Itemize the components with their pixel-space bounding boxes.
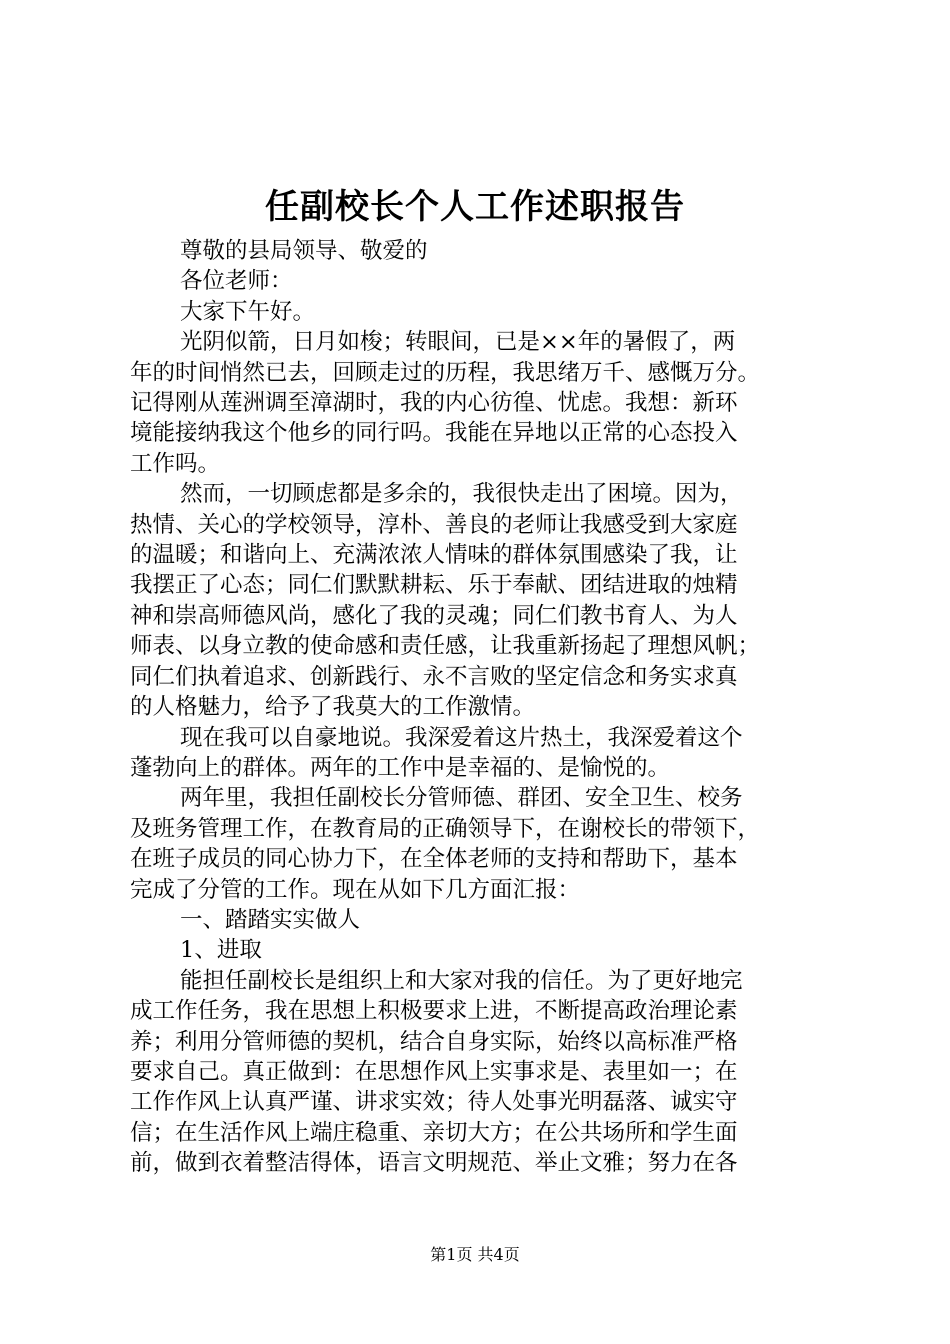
paragraph-line: 我摆正了心态；同仁们默默耕耘、乐于奉献、团结进取的烛精	[130, 572, 738, 599]
paragraph-line: 然而，一切顾虑都是多余的，我很快走出了困境。因为，	[180, 481, 743, 508]
paragraph-line: 一、踏踏实实做人	[180, 906, 361, 933]
paragraph-line: 能担任副校长是组织上和大家对我的信任。为了更好地完	[180, 967, 743, 994]
paragraph-line: 神和崇高师德风尚，感化了我的灵魂；同仁们教书育人、为人	[130, 602, 738, 629]
document-body	[130, 236, 834, 1179]
paragraph-line: 1、进取	[180, 937, 262, 964]
page-footer: 第1页 共4页	[430, 1245, 520, 1264]
paragraph-line: 成工作任务，我在思想上积极要求上进，不断提高政治理论素	[130, 998, 738, 1025]
paragraph-line: 现在我可以自豪地说。我深爱着这片热土，我深爱着这个	[180, 724, 743, 751]
paragraph-line: 的人格魅力，给予了我莫大的工作激情。	[130, 694, 536, 721]
paragraph-line: 信；在生活作风上端庄稳重、亲切大方；在公共场所和学生面	[130, 1119, 738, 1146]
paragraph-line: 记得刚从莲洲调至漳湖时，我的内心彷徨、忧虑。我想：新环	[130, 390, 738, 417]
paragraph-line: 工作作风上认真严谨、讲求实效；待人处事光明磊落、诚实守	[130, 1089, 738, 1116]
paragraph-line: 两年里，我担任副校长分管师德、群团、安全卫生、校务	[180, 785, 743, 812]
document-title: 任副校长个人工作述职报告	[265, 187, 685, 227]
paragraph-line: 在班子成员的同心协力下，在全体老师的支持和帮助下，基本	[130, 846, 738, 873]
paragraph-line: 完成了分管的工作。现在从如下几方面汇报：	[130, 876, 581, 903]
paragraph-line: 各位老师：	[180, 268, 293, 295]
paragraph-line: 前，做到衣着整洁得体，语言文明规范、举止文雅；努力在各	[130, 1150, 738, 1177]
paragraph-line: 热情、关心的学校领导，淳朴、善良的老师让我感受到大家庭	[130, 511, 738, 538]
paragraph-line: 光阴似箭，日月如梭；转眼间，已是××年的暑假了，两	[180, 329, 736, 356]
paragraph-line: 的温暖；和谐向上、充满浓浓人情味的群体氛围感染了我，让	[130, 542, 738, 569]
paragraph-line: 工作吗。	[130, 450, 221, 477]
paragraph-line: 尊敬的县局领导、敬爱的	[180, 238, 428, 264]
paragraph-line: 及班务管理工作，在教育局的正确领导下，在谢校长的带领下，	[130, 815, 761, 842]
paragraph-line: 养；利用分管师德的契机，结合自身实际，始终以高标准严格	[130, 1028, 738, 1055]
paragraph-line: 师表、以身立教的使命感和责任感，让我重新扬起了理想风帆；	[130, 633, 761, 660]
paragraph-line: 年的时间悄然已去，回顾走过的历程，我思绪万千、感慨万分。	[130, 359, 761, 386]
paragraph-line: 要求自己。真正做到：在思想作风上实事求是、表里如一；在	[130, 1058, 738, 1085]
paragraph-line: 同仁们执着追求、创新践行、永不言败的坚定信念和务实求真	[130, 663, 738, 690]
paragraph-line: 蓬勃向上的群体。两年的工作中是幸福的、是愉悦的。	[130, 754, 671, 781]
paragraph-line: 境能接纳我这个他乡的同行吗。我能在异地以正常的心态投入	[130, 420, 738, 447]
paragraph-line: 大家下午好。	[180, 298, 316, 325]
